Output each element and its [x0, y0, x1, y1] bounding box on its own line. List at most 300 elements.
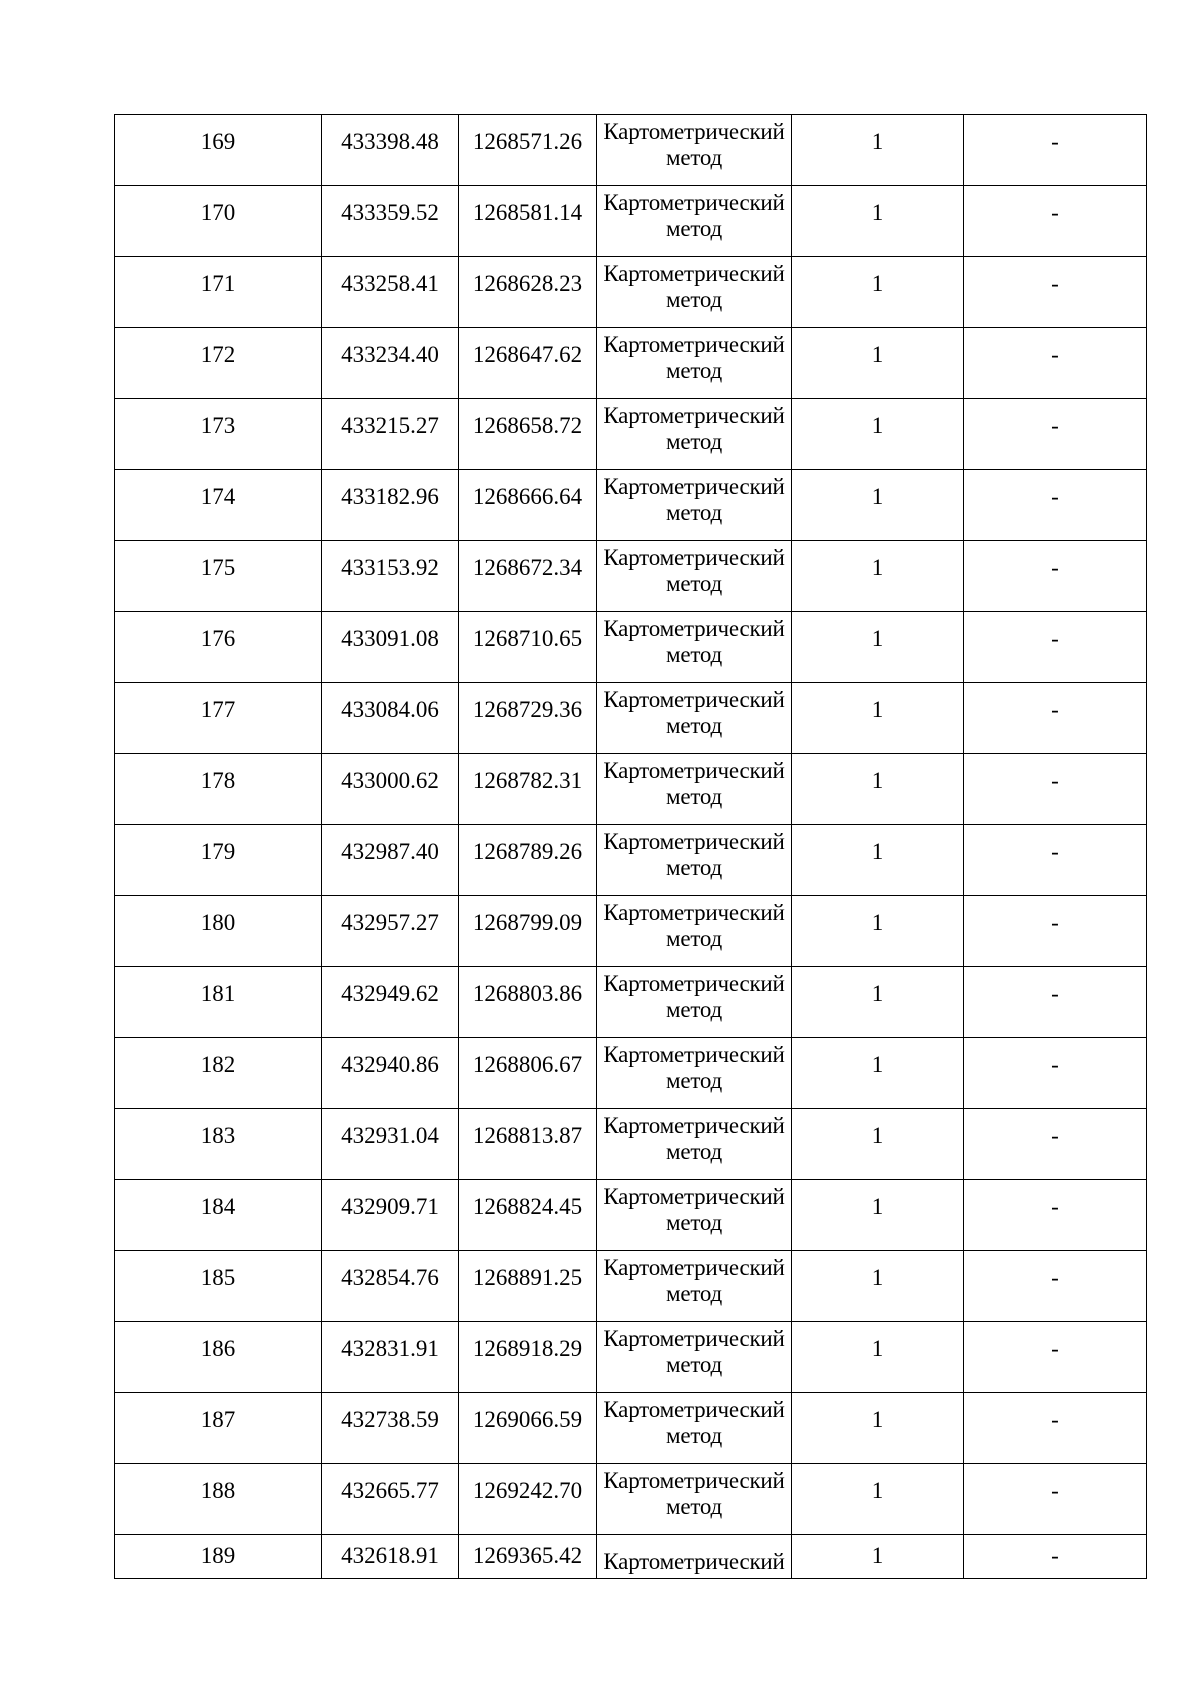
note-value: -	[1051, 1407, 1059, 1432]
note-value: -	[1051, 200, 1059, 225]
table-row	[115, 1251, 1147, 1322]
accuracy-value: 1	[871, 1478, 884, 1503]
x-coordinate-cell	[322, 1393, 459, 1464]
point-number-cell	[115, 967, 322, 1038]
point-number-value: 172	[200, 342, 236, 367]
note-cell	[964, 470, 1147, 541]
method-line-2: метод	[665, 1352, 723, 1377]
x-coordinate-cell	[322, 612, 459, 683]
method-line-2: метод	[665, 1139, 723, 1164]
method-line-1: Картометрический	[603, 687, 785, 712]
table-body	[115, 115, 1147, 1579]
note-value: -	[1051, 626, 1059, 651]
method-text	[597, 754, 791, 810]
method-line-1: Картометрический	[603, 1255, 785, 1280]
table-row	[115, 825, 1147, 896]
x-coordinate-cell	[322, 1322, 459, 1393]
x-coordinate-value: 432618.91	[341, 1543, 439, 1568]
point-number-value: 171	[200, 271, 236, 296]
point-number-value: 184	[200, 1194, 236, 1219]
point-number-cell	[115, 683, 322, 754]
point-number-cell	[115, 754, 322, 825]
table-row	[115, 1038, 1147, 1109]
y-coordinate-cell	[459, 896, 597, 967]
note-value: -	[1051, 1123, 1059, 1148]
x-coordinate-cell	[322, 541, 459, 612]
y-coordinate-value: 1268891.25	[472, 1265, 583, 1290]
point-number-cell	[115, 612, 322, 683]
method-line-2: метод	[665, 287, 723, 312]
method-line-1: Картометрический	[603, 1113, 785, 1138]
method-line-1: Картометрический	[603, 545, 785, 570]
y-coordinate-cell	[459, 328, 597, 399]
accuracy-value: 1	[871, 555, 884, 580]
note-value: -	[1051, 839, 1059, 864]
accuracy-cell	[792, 1464, 964, 1535]
point-number-cell	[115, 115, 322, 186]
point-number-cell	[115, 1251, 322, 1322]
accuracy-cell	[792, 1109, 964, 1180]
accuracy-cell	[792, 470, 964, 541]
method-text	[597, 967, 791, 1023]
table-row	[115, 399, 1147, 470]
accuracy-cell	[792, 754, 964, 825]
method-text	[597, 186, 791, 242]
accuracy-cell	[792, 257, 964, 328]
table-row	[115, 1180, 1147, 1251]
method-line-2: метод	[665, 216, 723, 241]
method-text	[597, 257, 791, 313]
y-coordinate-cell	[459, 754, 597, 825]
note-value: -	[1051, 271, 1059, 296]
accuracy-cell	[792, 825, 964, 896]
y-coordinate-value: 1268710.65	[472, 626, 583, 651]
y-coordinate-cell	[459, 1180, 597, 1251]
point-number-value: 180	[200, 910, 236, 935]
accuracy-cell	[792, 1180, 964, 1251]
table-row	[115, 115, 1147, 186]
x-coordinate-cell	[322, 1038, 459, 1109]
note-cell	[964, 1535, 1147, 1579]
point-number-cell	[115, 399, 322, 470]
method-cell	[597, 1180, 792, 1251]
method-line-2: метод	[665, 997, 723, 1022]
method-cell	[597, 1535, 792, 1579]
x-coordinate-cell	[322, 1109, 459, 1180]
method-text	[597, 1393, 791, 1449]
y-coordinate-value: 1268628.23	[472, 271, 583, 296]
x-coordinate-value: 433234.40	[341, 342, 439, 367]
method-cell	[597, 186, 792, 257]
y-coordinate-value: 1268813.87	[472, 1123, 583, 1148]
x-coordinate-value: 432831.91	[341, 1336, 439, 1361]
note-cell	[964, 754, 1147, 825]
note-cell	[964, 612, 1147, 683]
x-coordinate-value: 433000.62	[341, 768, 439, 793]
table-row	[115, 1393, 1147, 1464]
table-row	[115, 1464, 1147, 1535]
y-coordinate-value: 1269066.59	[472, 1407, 583, 1432]
method-line-1: Картометрический	[603, 1042, 785, 1067]
point-number-cell	[115, 1535, 322, 1579]
note-cell	[964, 186, 1147, 257]
point-number-cell	[115, 1109, 322, 1180]
method-cell	[597, 754, 792, 825]
point-number-value: 189	[200, 1543, 236, 1568]
method-text	[597, 612, 791, 668]
accuracy-cell	[792, 186, 964, 257]
point-number-value: 185	[200, 1265, 236, 1290]
x-coordinate-cell	[322, 257, 459, 328]
method-line-1: Картометрический	[603, 758, 785, 783]
x-coordinate-cell	[322, 1180, 459, 1251]
point-number-value: 174	[200, 484, 236, 509]
accuracy-cell	[792, 1251, 964, 1322]
method-line-2: метод	[665, 642, 723, 667]
x-coordinate-value: 433084.06	[341, 697, 439, 722]
accuracy-value: 1	[871, 1543, 884, 1568]
point-number-value: 173	[200, 413, 236, 438]
method-line-2: метод	[665, 926, 723, 951]
note-cell	[964, 825, 1147, 896]
accuracy-cell	[792, 1038, 964, 1109]
x-coordinate-cell	[322, 115, 459, 186]
note-value: -	[1051, 768, 1059, 793]
note-value: -	[1051, 342, 1059, 367]
point-number-value: 169	[200, 129, 236, 154]
point-number-value: 175	[200, 555, 236, 580]
accuracy-value: 1	[871, 1265, 884, 1290]
point-number-value: 179	[200, 839, 236, 864]
method-line-2: метод	[665, 1494, 723, 1519]
note-value: -	[1051, 1265, 1059, 1290]
note-cell	[964, 967, 1147, 1038]
accuracy-value: 1	[871, 1336, 884, 1361]
method-text	[597, 115, 791, 171]
x-coordinate-value: 432738.59	[341, 1407, 439, 1432]
y-coordinate-value: 1268806.67	[472, 1052, 583, 1077]
accuracy-value: 1	[871, 1123, 884, 1148]
y-coordinate-cell	[459, 1393, 597, 1464]
method-text	[597, 896, 791, 952]
x-coordinate-cell	[322, 754, 459, 825]
y-coordinate-value: 1268672.34	[472, 555, 583, 580]
y-coordinate-value: 1268803.86	[472, 981, 583, 1006]
y-coordinate-value: 1268918.29	[472, 1336, 583, 1361]
point-number-cell	[115, 1180, 322, 1251]
method-line-1: Картометрический	[603, 332, 785, 357]
y-coordinate-cell	[459, 967, 597, 1038]
x-coordinate-value: 433398.48	[341, 129, 439, 154]
method-line-1: Картометрический	[603, 261, 785, 286]
point-number-value: 182	[200, 1052, 236, 1077]
y-coordinate-value: 1268799.09	[472, 910, 583, 935]
y-coordinate-cell	[459, 399, 597, 470]
accuracy-value: 1	[871, 839, 884, 864]
table-row	[115, 1322, 1147, 1393]
method-line-2: метод	[665, 1281, 723, 1306]
method-line-1: Картометрический	[603, 403, 785, 428]
point-number-value: 176	[200, 626, 236, 651]
point-number-cell	[115, 1464, 322, 1535]
method-line-2: метод	[665, 1068, 723, 1093]
point-number-cell	[115, 1393, 322, 1464]
method-cell	[597, 967, 792, 1038]
x-coordinate-value: 432931.04	[341, 1123, 439, 1148]
method-line-1: Картометрический	[603, 900, 785, 925]
point-number-cell	[115, 257, 322, 328]
accuracy-cell	[792, 896, 964, 967]
note-value: -	[1051, 910, 1059, 935]
note-cell	[964, 257, 1147, 328]
method-cell	[597, 1464, 792, 1535]
note-cell	[964, 115, 1147, 186]
accuracy-cell	[792, 1535, 964, 1579]
method-line-2: метод	[665, 429, 723, 454]
table-row	[115, 470, 1147, 541]
x-coordinate-value: 433359.52	[341, 200, 439, 225]
accuracy-cell	[792, 399, 964, 470]
method-line-1: Картометрический	[603, 190, 785, 215]
note-value: -	[1051, 1052, 1059, 1077]
method-line-1: Картометрический	[603, 474, 785, 499]
method-cell	[597, 1393, 792, 1464]
x-coordinate-cell	[322, 1464, 459, 1535]
method-line-1: Картометрический	[603, 1184, 785, 1209]
accuracy-value: 1	[871, 484, 884, 509]
point-number-cell	[115, 896, 322, 967]
method-text	[597, 1251, 791, 1307]
method-cell	[597, 896, 792, 967]
x-coordinate-cell	[322, 328, 459, 399]
note-cell	[964, 683, 1147, 754]
method-cell	[597, 825, 792, 896]
point-number-value: 187	[200, 1407, 236, 1432]
x-coordinate-cell	[322, 186, 459, 257]
method-text	[597, 1180, 791, 1236]
note-cell	[964, 1322, 1147, 1393]
x-coordinate-value: 432854.76	[341, 1265, 439, 1290]
coordinates-table	[114, 114, 1147, 1579]
accuracy-value: 1	[871, 697, 884, 722]
method-text	[597, 328, 791, 384]
method-line-1: Картометрический	[603, 119, 785, 144]
method-line-1: Картометрический	[603, 829, 785, 854]
x-coordinate-cell	[322, 967, 459, 1038]
y-coordinate-value: 1268658.72	[472, 413, 583, 438]
y-coordinate-cell	[459, 683, 597, 754]
method-cell	[597, 470, 792, 541]
method-cell	[597, 1038, 792, 1109]
point-number-cell	[115, 825, 322, 896]
method-text	[597, 1109, 791, 1165]
x-coordinate-cell	[322, 1535, 459, 1579]
method-text	[597, 1038, 791, 1094]
method-line-2: метод	[665, 784, 723, 809]
x-coordinate-value: 433153.92	[341, 555, 439, 580]
table-row	[115, 328, 1147, 399]
y-coordinate-cell	[459, 612, 597, 683]
method-line-1: Картометрический	[603, 616, 785, 641]
y-coordinate-value: 1268666.64	[472, 484, 583, 509]
y-coordinate-cell	[459, 825, 597, 896]
y-coordinate-cell	[459, 1322, 597, 1393]
method-cell	[597, 1251, 792, 1322]
note-cell	[964, 1180, 1147, 1251]
table-row	[115, 186, 1147, 257]
accuracy-value: 1	[871, 910, 884, 935]
accuracy-cell	[792, 683, 964, 754]
x-coordinate-value: 433215.27	[341, 413, 439, 438]
x-coordinate-value: 432949.62	[341, 981, 439, 1006]
y-coordinate-value: 1268729.36	[472, 697, 583, 722]
method-line-1: Картометрический	[603, 1326, 785, 1351]
table-row	[115, 1109, 1147, 1180]
y-coordinate-value: 1269365.42	[472, 1543, 583, 1568]
note-value: -	[1051, 697, 1059, 722]
x-coordinate-value: 432957.27	[341, 910, 439, 935]
y-coordinate-cell	[459, 1038, 597, 1109]
x-coordinate-value: 432909.71	[341, 1194, 439, 1219]
x-coordinate-cell	[322, 825, 459, 896]
method-line-1: Картометрический	[603, 1549, 785, 1574]
note-value: -	[1051, 1194, 1059, 1219]
y-coordinate-value: 1268571.26	[472, 129, 583, 154]
method-cell	[597, 1322, 792, 1393]
method-text	[597, 399, 791, 455]
note-cell	[964, 1393, 1147, 1464]
point-number-value: 183	[200, 1123, 236, 1148]
x-coordinate-value: 433258.41	[341, 271, 439, 296]
note-value: -	[1051, 555, 1059, 580]
y-coordinate-value: 1269242.70	[472, 1478, 583, 1503]
x-coordinate-value: 432940.86	[341, 1052, 439, 1077]
y-coordinate-cell	[459, 1251, 597, 1322]
y-coordinate-value: 1268581.14	[472, 200, 583, 225]
note-value: -	[1051, 1336, 1059, 1361]
method-line-1: Картометрический	[603, 1468, 785, 1493]
method-line-1: Картометрический	[603, 1397, 785, 1422]
method-line-2: метод	[665, 571, 723, 596]
note-cell	[964, 896, 1147, 967]
accuracy-cell	[792, 612, 964, 683]
table-row	[115, 541, 1147, 612]
method-cell	[597, 541, 792, 612]
table-row	[115, 257, 1147, 328]
accuracy-value: 1	[871, 981, 884, 1006]
y-coordinate-value: 1268782.31	[472, 768, 583, 793]
method-cell	[597, 612, 792, 683]
point-number-cell	[115, 328, 322, 399]
accuracy-value: 1	[871, 1052, 884, 1077]
method-text	[597, 1322, 791, 1378]
note-cell	[964, 541, 1147, 612]
accuracy-cell	[792, 1393, 964, 1464]
accuracy-cell	[792, 1322, 964, 1393]
note-value: -	[1051, 413, 1059, 438]
table-row	[115, 967, 1147, 1038]
x-coordinate-cell	[322, 470, 459, 541]
method-line-2: метод	[665, 500, 723, 525]
x-coordinate-value: 432987.40	[341, 839, 439, 864]
method-cell	[597, 1109, 792, 1180]
accuracy-cell	[792, 328, 964, 399]
point-number-value: 177	[200, 697, 236, 722]
method-cell	[597, 683, 792, 754]
point-number-cell	[115, 541, 322, 612]
method-cell	[597, 257, 792, 328]
method-text	[597, 541, 791, 597]
y-coordinate-value: 1268824.45	[472, 1194, 583, 1219]
method-text	[597, 1535, 791, 1575]
note-cell	[964, 399, 1147, 470]
method-text	[597, 1464, 791, 1520]
accuracy-value: 1	[871, 626, 884, 651]
note-value: -	[1051, 129, 1059, 154]
point-number-value: 170	[200, 200, 236, 225]
x-coordinate-cell	[322, 896, 459, 967]
y-coordinate-value: 1268647.62	[472, 342, 583, 367]
accuracy-value: 1	[871, 342, 884, 367]
y-coordinate-cell	[459, 257, 597, 328]
table-row	[115, 683, 1147, 754]
method-cell	[597, 115, 792, 186]
x-coordinate-value: 432665.77	[341, 1478, 439, 1503]
x-coordinate-value: 433182.96	[341, 484, 439, 509]
y-coordinate-cell	[459, 541, 597, 612]
note-cell	[964, 1038, 1147, 1109]
table-row	[115, 1535, 1147, 1579]
y-coordinate-cell	[459, 1109, 597, 1180]
y-coordinate-value: 1268789.26	[472, 839, 583, 864]
accuracy-value: 1	[871, 200, 884, 225]
note-cell	[964, 328, 1147, 399]
table-row	[115, 754, 1147, 825]
method-line-2: метод	[665, 1210, 723, 1235]
x-coordinate-cell	[322, 399, 459, 470]
method-line-2: метод	[665, 145, 723, 170]
point-number-value: 181	[200, 981, 236, 1006]
point-number-value: 188	[200, 1478, 236, 1503]
x-coordinate-cell	[322, 1251, 459, 1322]
point-number-value: 186	[200, 1336, 236, 1361]
x-coordinate-value: 433091.08	[341, 626, 439, 651]
accuracy-value: 1	[871, 1407, 884, 1432]
method-cell	[597, 328, 792, 399]
table-row	[115, 896, 1147, 967]
note-cell	[964, 1109, 1147, 1180]
note-value: -	[1051, 981, 1059, 1006]
note-value: -	[1051, 1478, 1059, 1503]
method-text	[597, 825, 791, 881]
y-coordinate-cell	[459, 186, 597, 257]
method-text	[597, 683, 791, 739]
y-coordinate-cell	[459, 115, 597, 186]
accuracy-value: 1	[871, 129, 884, 154]
accuracy-cell	[792, 115, 964, 186]
y-coordinate-cell	[459, 1535, 597, 1579]
method-line-2: метод	[665, 855, 723, 880]
accuracy-cell	[792, 967, 964, 1038]
method-line-1: Картометрический	[603, 971, 785, 996]
method-cell	[597, 399, 792, 470]
method-text	[597, 470, 791, 526]
point-number-value: 178	[200, 768, 236, 793]
method-line-2: метод	[665, 713, 723, 738]
accuracy-value: 1	[871, 413, 884, 438]
table-row	[115, 612, 1147, 683]
point-number-cell	[115, 1322, 322, 1393]
